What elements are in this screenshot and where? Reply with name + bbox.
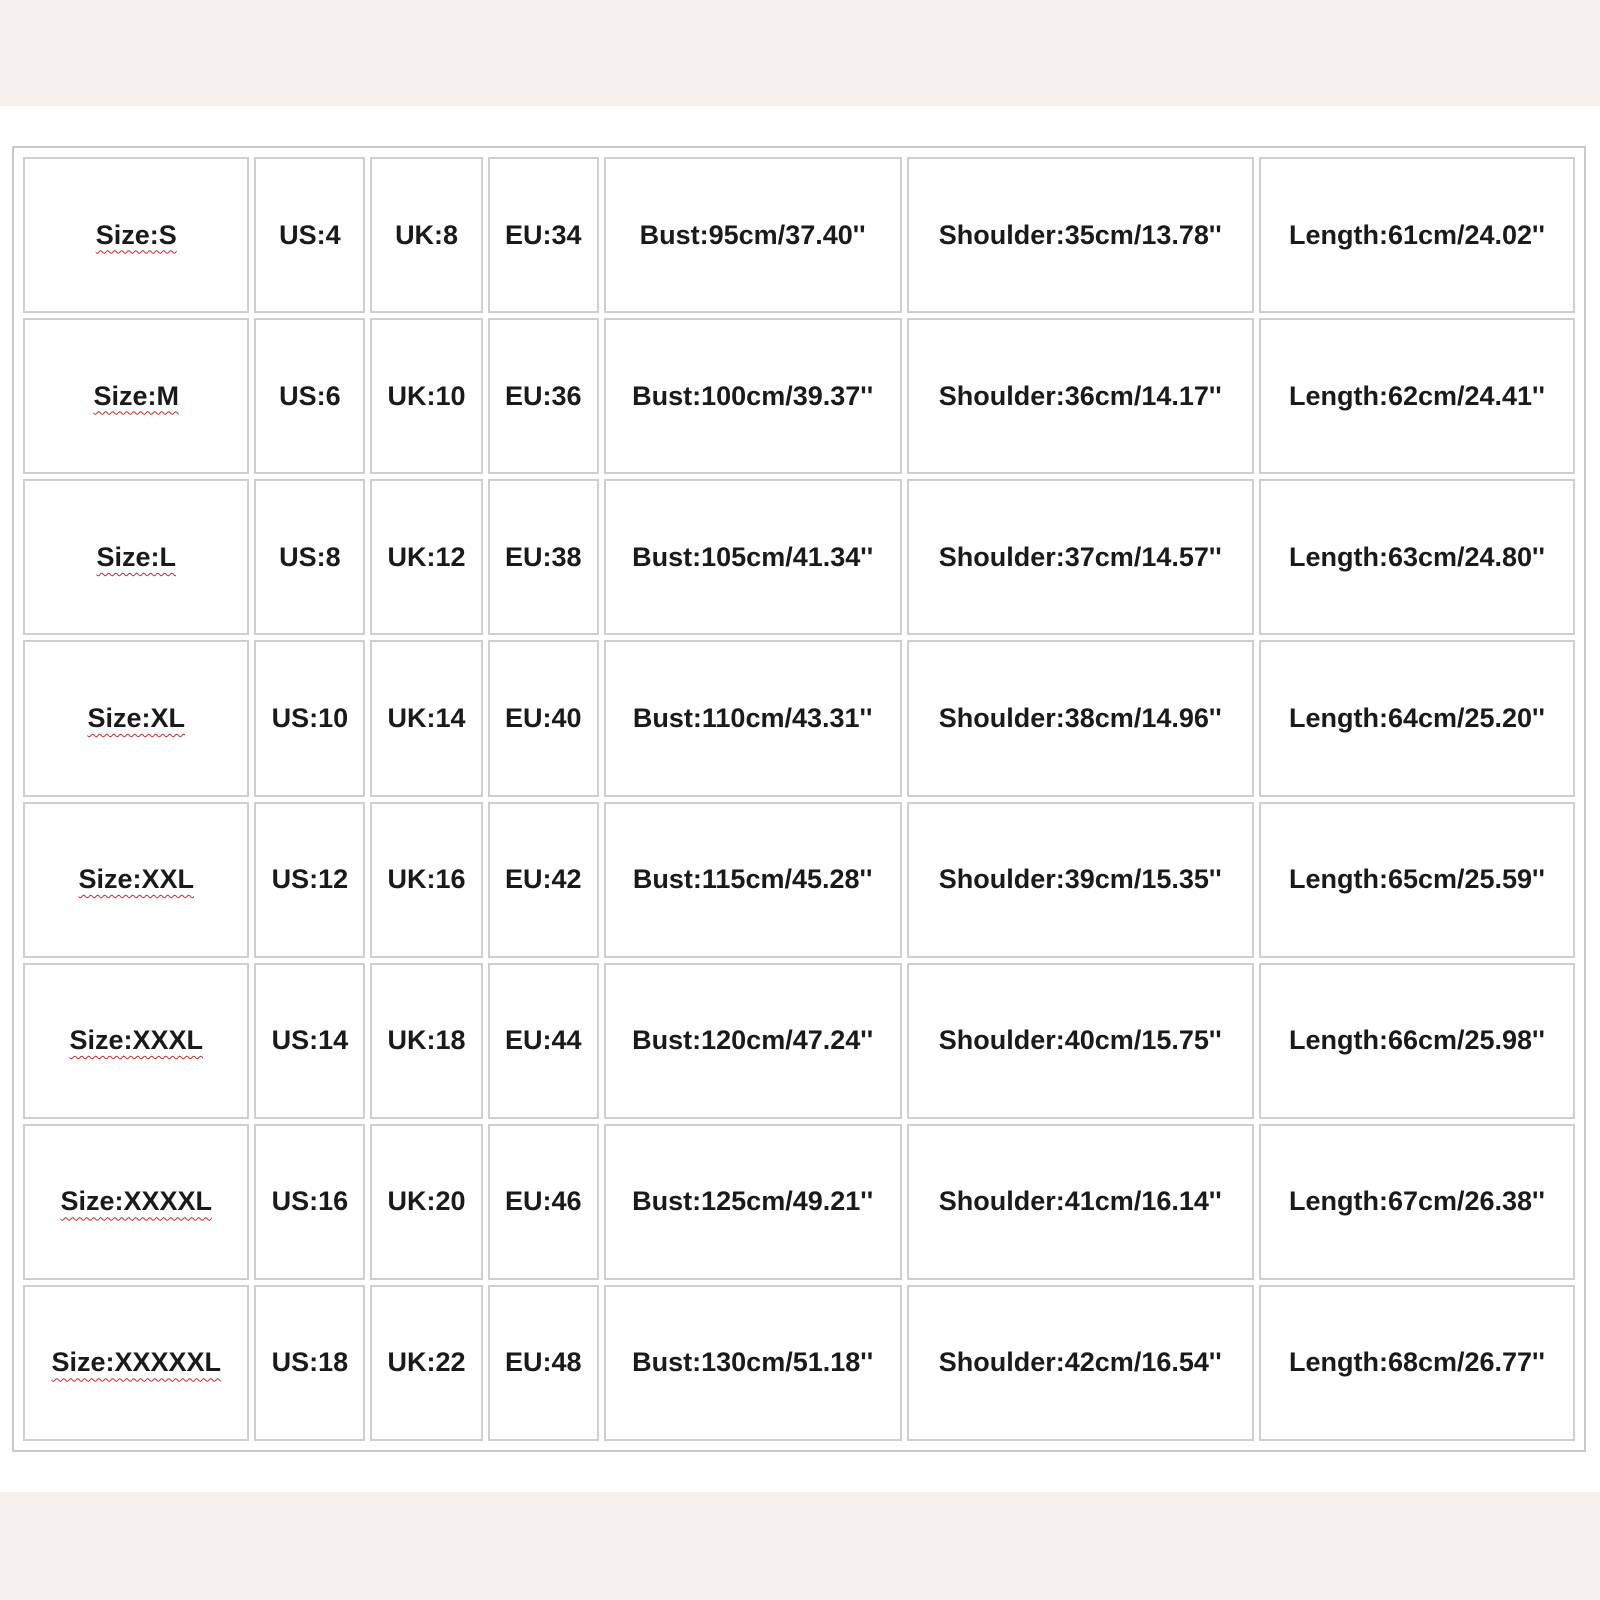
length-value: Length:61cm/24.02'' [1288, 219, 1545, 250]
length-value: Length:64cm/25.20'' [1288, 702, 1545, 733]
eu-size-value: EU:46 [505, 1186, 582, 1217]
bust-cell [604, 1124, 902, 1280]
size-chart-body [23, 157, 1575, 1441]
eu-size-cell [488, 318, 599, 474]
bust-value: Bust:100cm/39.37'' [632, 380, 874, 411]
eu-size-value: EU:42 [505, 864, 582, 895]
eu-size-cell [488, 157, 599, 313]
size-cell [23, 640, 249, 796]
uk-size-cell [370, 479, 483, 635]
shoulder-cell [907, 318, 1254, 474]
table-row [23, 963, 1575, 1119]
size-chart-frame [12, 146, 1586, 1452]
length-value: Length:65cm/25.59'' [1288, 864, 1545, 895]
size-cell [23, 1285, 249, 1441]
uk-size-value: UK:8 [395, 219, 459, 250]
eu-size-cell [488, 802, 599, 958]
bust-value: Bust:110cm/43.31'' [632, 702, 873, 733]
shoulder-value: Shoulder:42cm/16.54'' [938, 1347, 1222, 1378]
us-size-cell [254, 640, 365, 796]
us-size-value: US:4 [279, 219, 341, 250]
us-size-cell [254, 802, 365, 958]
shoulder-value: Shoulder:37cm/14.57'' [938, 541, 1222, 572]
length-cell [1259, 1124, 1575, 1280]
table-row [23, 157, 1575, 313]
uk-size-value: UK:20 [387, 1186, 466, 1217]
us-size-cell [254, 318, 365, 474]
size-cell [23, 479, 249, 635]
bust-cell [604, 157, 902, 313]
length-value: Length:67cm/26.38'' [1288, 1186, 1545, 1217]
length-cell [1259, 640, 1575, 796]
length-cell [1259, 318, 1575, 474]
length-cell [1259, 802, 1575, 958]
us-size-cell [254, 1285, 365, 1441]
eu-size-cell [488, 479, 599, 635]
us-size-value: US:6 [279, 380, 341, 411]
bottom-background-band [0, 1492, 1600, 1600]
size-cell [23, 318, 249, 474]
bust-cell [604, 963, 902, 1119]
table-row [23, 1124, 1575, 1280]
bust-value: Bust:105cm/41.34'' [632, 541, 874, 572]
size-cell [23, 157, 249, 313]
eu-size-cell [488, 1285, 599, 1441]
uk-size-value: UK:14 [387, 702, 466, 733]
shoulder-cell [907, 1124, 1254, 1280]
table-row [23, 640, 1575, 796]
bust-cell [604, 1285, 902, 1441]
size-value: Size:XXXL [69, 1025, 204, 1056]
bust-cell [604, 640, 902, 796]
bust-cell [604, 479, 902, 635]
table-row [23, 1285, 1575, 1441]
length-value: Length:66cm/25.98'' [1288, 1025, 1545, 1056]
us-size-value: US:14 [271, 1025, 349, 1056]
uk-size-cell [370, 640, 483, 796]
us-size-value: US:18 [271, 1347, 349, 1378]
uk-size-value: UK:22 [387, 1347, 466, 1378]
uk-size-cell [370, 1124, 483, 1280]
us-size-cell [254, 1124, 365, 1280]
uk-size-cell [370, 802, 483, 958]
us-size-value: US:8 [279, 541, 341, 572]
size-value: Size:S [95, 219, 177, 250]
uk-size-value: UK:16 [387, 864, 466, 895]
bust-value: Bust:95cm/37.40'' [639, 219, 866, 250]
uk-size-value: UK:12 [387, 541, 466, 572]
eu-size-value: EU:34 [505, 219, 582, 250]
table-row [23, 802, 1575, 958]
eu-size-value: EU:38 [505, 541, 582, 572]
size-value: Size:XXXXXL [51, 1347, 222, 1378]
eu-size-value: EU:48 [505, 1347, 582, 1378]
uk-size-cell [370, 318, 483, 474]
bust-value: Bust:120cm/47.24'' [632, 1025, 874, 1056]
size-chart-table [18, 152, 1580, 1446]
shoulder-value: Shoulder:35cm/13.78'' [938, 219, 1222, 250]
length-cell [1259, 963, 1575, 1119]
shoulder-cell [907, 640, 1254, 796]
length-value: Length:62cm/24.41'' [1288, 380, 1545, 411]
shoulder-cell [907, 963, 1254, 1119]
size-cell [23, 963, 249, 1119]
bust-cell [604, 318, 902, 474]
bust-value: Bust:130cm/51.18'' [632, 1347, 874, 1378]
bust-value: Bust:125cm/49.21'' [632, 1186, 874, 1217]
us-size-value: US:10 [271, 702, 349, 733]
shoulder-cell [907, 157, 1254, 313]
bust-cell [604, 802, 902, 958]
eu-size-cell [488, 640, 599, 796]
eu-size-value: EU:40 [505, 702, 582, 733]
uk-size-cell [370, 157, 483, 313]
length-cell [1259, 1285, 1575, 1441]
size-value: Size:XXL [78, 864, 194, 895]
shoulder-value: Shoulder:38cm/14.96'' [938, 702, 1222, 733]
us-size-cell [254, 157, 365, 313]
length-cell [1259, 157, 1575, 313]
size-value: Size:L [96, 541, 176, 572]
size-cell [23, 1124, 249, 1280]
shoulder-cell [907, 1285, 1254, 1441]
uk-size-value: UK:18 [387, 1025, 466, 1056]
size-chart-page [0, 106, 1600, 1492]
shoulder-cell [907, 802, 1254, 958]
shoulder-value: Shoulder:36cm/14.17'' [938, 380, 1222, 411]
table-row [23, 318, 1575, 474]
length-value: Length:63cm/24.80'' [1288, 541, 1545, 572]
size-value: Size:XXXXL [60, 1186, 213, 1217]
shoulder-value: Shoulder:40cm/15.75'' [938, 1025, 1222, 1056]
table-row [23, 479, 1575, 635]
size-value: Size:XL [87, 702, 185, 733]
length-value: Length:68cm/26.77'' [1288, 1347, 1545, 1378]
length-cell [1259, 479, 1575, 635]
shoulder-cell [907, 479, 1254, 635]
shoulder-value: Shoulder:39cm/15.35'' [938, 864, 1222, 895]
eu-size-value: EU:44 [505, 1025, 582, 1056]
size-value: Size:M [93, 380, 179, 411]
us-size-cell [254, 963, 365, 1119]
uk-size-cell [370, 963, 483, 1119]
eu-size-cell [488, 963, 599, 1119]
eu-size-cell [488, 1124, 599, 1280]
bust-value: Bust:115cm/45.28'' [632, 864, 873, 895]
us-size-cell [254, 479, 365, 635]
eu-size-value: EU:36 [505, 380, 582, 411]
us-size-value: US:12 [271, 864, 349, 895]
uk-size-cell [370, 1285, 483, 1441]
top-background-band [0, 0, 1600, 106]
us-size-value: US:16 [271, 1186, 349, 1217]
size-cell [23, 802, 249, 958]
uk-size-value: UK:10 [387, 380, 466, 411]
shoulder-value: Shoulder:41cm/16.14'' [938, 1186, 1222, 1217]
